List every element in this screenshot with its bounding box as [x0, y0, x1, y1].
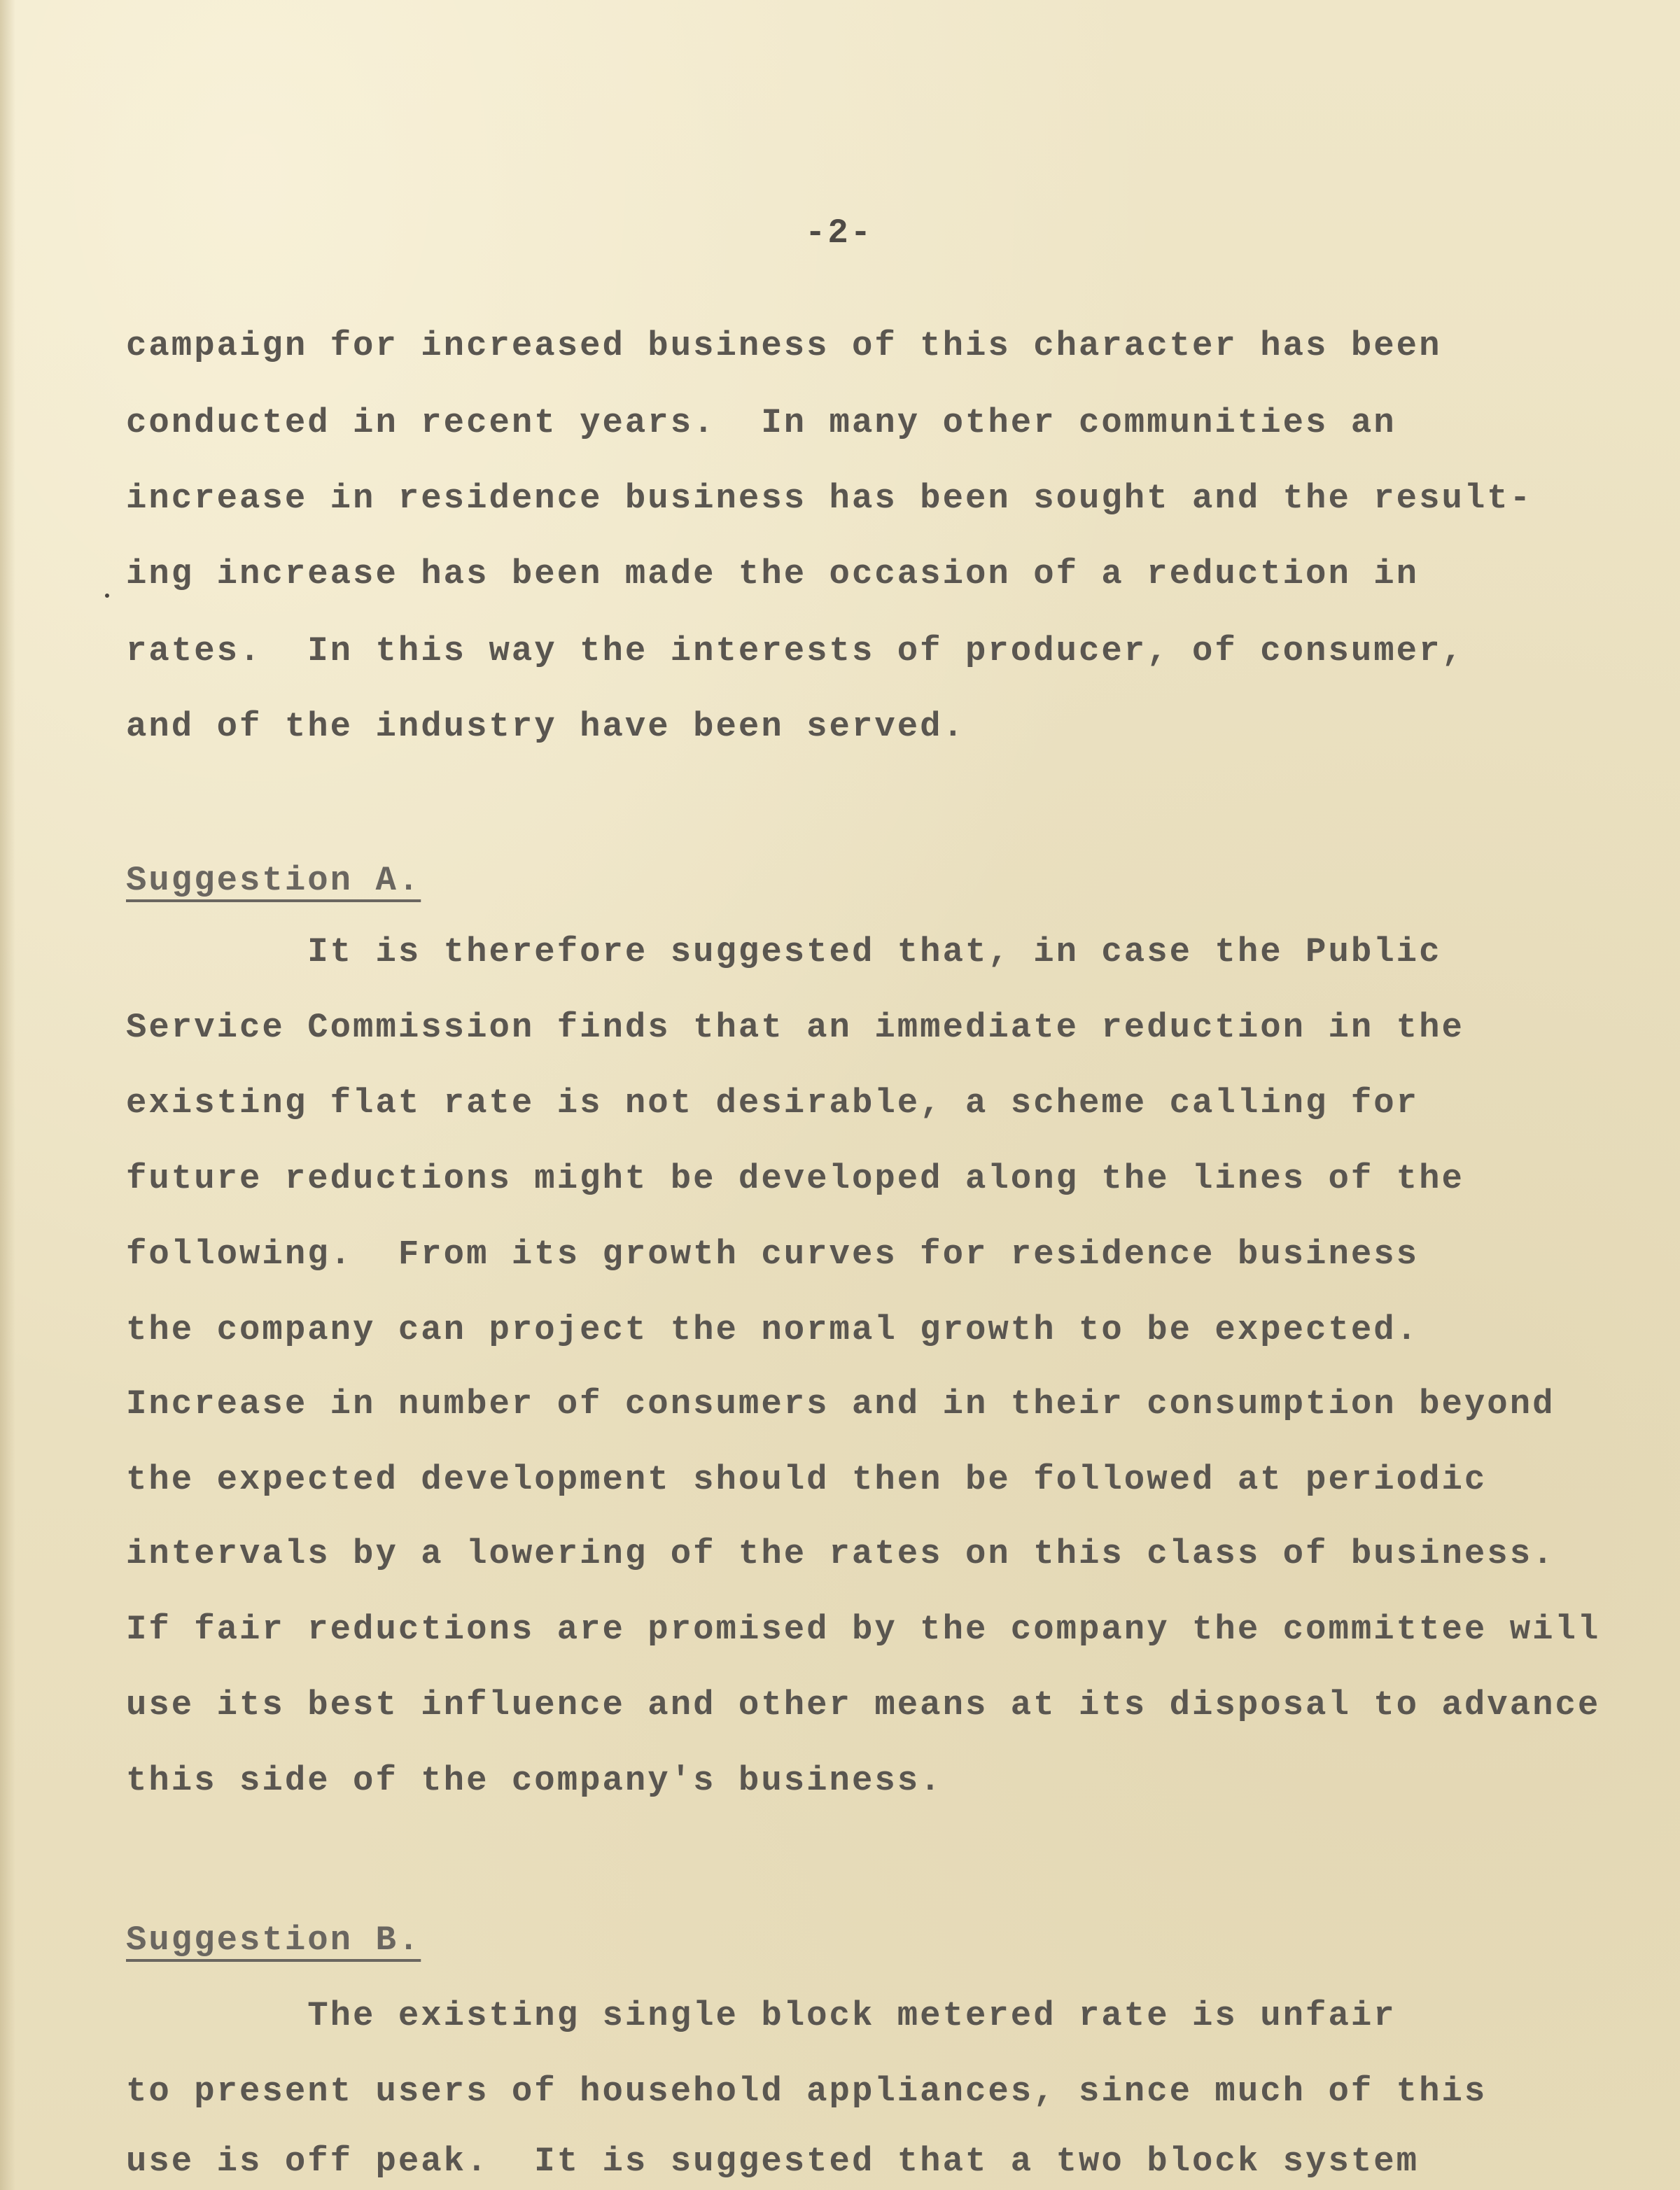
paper-edge-shadow [0, 0, 15, 2190]
page-number: -2- [805, 213, 874, 253]
paragraph-1-line-3: increase in residence business has been sought and the result- [126, 479, 1533, 518]
paragraph-a-line-6: the company can project the normal growth to be expected. [126, 1310, 1420, 1349]
paragraph-1-line-1: campaign for increased business of this character has been [126, 326, 1442, 365]
paragraph-a-line-12: this side of the company's business. [126, 1761, 943, 1800]
paragraph-a-line-8: the expected development should then be followed at periodic [126, 1460, 1488, 1499]
heading-suggestion-b: Suggestion B. [126, 1921, 421, 1960]
paragraph-a-line-10: If fair reductions are promised by the company the committee will [126, 1610, 1601, 1649]
heading-suggestion-a: Suggestion A. [126, 861, 421, 900]
paragraph-1-line-2: conducted in recent years. In many other communities an [126, 403, 1396, 442]
paragraph-1-line-6: and of the industry have been served. [126, 707, 965, 746]
paragraph-1-line-5: rates. In this way the interests of producer, of consumer, [126, 631, 1464, 671]
paragraph-a-line-7: Increase in number of consumers and in their consumption beyond [126, 1384, 1555, 1424]
paragraph-a-line-2: Service Commission finds that an immediate reduction in the [126, 1008, 1464, 1047]
ink-speck [105, 594, 109, 598]
paragraph-1-line-4: ing increase has been made the occasion of a reduction in [126, 554, 1420, 594]
paragraph-b-line-2: to present users of household appliances, since much of this [126, 2072, 1488, 2111]
paragraph-b-line-1: The existing single block metered rate is unfair [126, 1996, 1396, 2035]
paragraph-a-line-11: use its best influence and other means at its disposal to advance [126, 1685, 1601, 1725]
paragraph-a-line-3: existing flat rate is not desirable, a scheme calling for [126, 1083, 1420, 1123]
paragraph-a-line-1: It is therefore suggested that, in case the Public [126, 932, 1442, 971]
paragraph-b-line-3: use is off peak. It is suggested that a two block system [126, 2142, 1420, 2181]
paragraph-a-line-4: future reductions might be developed along the lines of the [126, 1159, 1464, 1198]
paragraph-a-line-9: intervals by a lowering of the rates on this class of business. [126, 1534, 1555, 1573]
paragraph-a-line-5: following. From its growth curves for residence business [126, 1235, 1420, 1274]
